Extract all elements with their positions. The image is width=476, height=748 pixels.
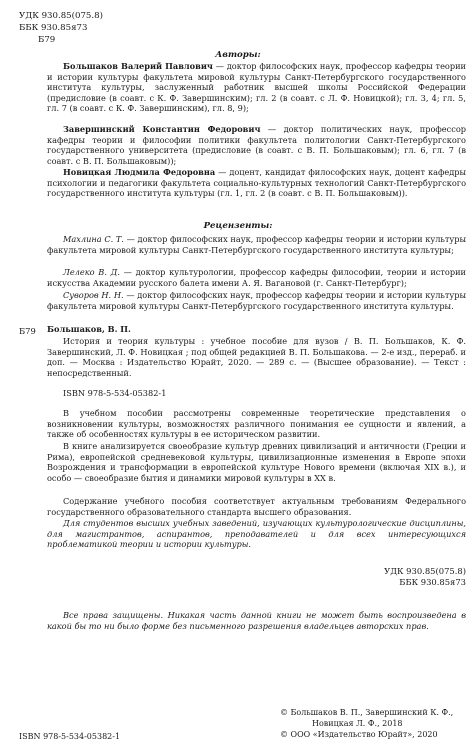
reviewer-entry bbox=[47, 234, 466, 255]
reviewers-heading: Рецензенты: bbox=[203, 221, 273, 231]
record-description: История и теория культуры : учебное пособие для вузов / В. П. Большаков, К. Ф. Завершинский, Л. Ф. Новицкая ; под общей редакцией В. П. Большакова. — 2-е изд., перераб. и доп. — Москва : Издательство Юрайт, 2020. — 289 с. — (Высшее образование). — Текст : непосредственный. bbox=[47, 336, 466, 378]
record-heading: Большаков, В. П. bbox=[47, 324, 131, 334]
copyright-authors: © Большаков В. П., Завершинский К. Ф., bbox=[280, 708, 454, 717]
author-description: — доктор философских наук, профессор кафедры теории и истории культуры факультета мировой культуры Санкт-Петербургского государственного института культуры, заслуженный работник высшей школы Российской Федерации (предисловие (в соавт. с К. Ф. Завершинским); гл. 2 (в соавт. с Л. Ф. Новицкой); гл. 3, 4; гл. 5, гл. 7 (в соавт. с К. Ф. Завершинским), гл. 8, 9); bbox=[47, 61, 466, 114]
author-entry bbox=[47, 61, 466, 114]
reviewer-entry bbox=[47, 290, 466, 311]
author-entry bbox=[47, 124, 466, 166]
rights-notice: Все права защищены. Никакая часть данной книги не может быть воспроизведена в какой бы то ни было форме без письменного разрешения владельцев авторских прав. bbox=[47, 610, 466, 631]
annotation-paragraph: В книге анализируется своеобразие культур древних цивилизаций и античности (Греции и Рима), европейской средневековой культуры, цивилизационные изменения в Европе эпохи Возрождения и трансформации в европейской культуре Нового времени (включая XIX в.), и особо — своеобразие бытия и динамики мировой культуры в XX в. bbox=[47, 441, 466, 483]
author-entry bbox=[47, 167, 466, 199]
author-name: Большаков Валерий Павлович bbox=[63, 61, 213, 71]
annotation-paragraph: Содержание учебного пособия соответствует актуальным требованиям Федерального государственного образовательного стандарта высшего образования. bbox=[47, 496, 466, 517]
udk-code: УДК 930.85(075.8) bbox=[19, 11, 103, 21]
bottom-bbk-code: ББК 930.85я73 bbox=[399, 577, 466, 587]
reviewer-description: — доктор философских наук, профессор кафедры теории и истории культуры факультета мировой культуры Санкт-Петербургского государственного института культуры. bbox=[47, 290, 466, 311]
annotation-audience: Для студентов высших учебных заведений, изучающих культурологические дисциплины, для магистрантов, аспирантов, преподавателей и для всех интересующихся проблематикой теории и истории культуры. bbox=[47, 518, 466, 550]
catalog-codes bbox=[19, 10, 103, 46]
reviewer-description: — доктор философских наук, профессор кафедры теории и истории культуры факультета мировой культуры Санкт-Петербургского государственного института культуры; bbox=[47, 234, 466, 255]
record-isbn: ISBN 978-5-534-05382-1 bbox=[63, 388, 167, 398]
annotation-paragraph: В учебном пособии рассмотрены современные теоретические представления о возникновении культуры, возможностях различного понимания ее сущности и явлений, а также об особенностях культуры в ее историческом развитии. bbox=[47, 408, 466, 440]
record-author-sign: Б79 bbox=[19, 326, 36, 336]
authors-heading: Авторы: bbox=[215, 50, 261, 60]
footer-isbn: ISBN 978-5-534-05382-1 bbox=[19, 732, 121, 741]
reviewer-name: Махлина С. Т. bbox=[63, 234, 124, 244]
author-description: — доцент, кандидат философских наук, доцент кафедры психологии и педагогики факультета социально-культурных технологий Санкт-Петербургского государственного института культуры (гл. 1, гл. 2 (в соавт. с В. П. Большаковым)). bbox=[47, 167, 467, 199]
author-sign: Б79 bbox=[38, 35, 56, 45]
reviewer-name: Лелеко В. Д. bbox=[63, 267, 120, 277]
copyright-publisher: © ООО «Издательство Юрайт», 2020 bbox=[280, 729, 438, 739]
bbk-code: ББК 930.85я73 bbox=[19, 23, 88, 33]
bottom-catalog-codes bbox=[384, 566, 466, 588]
copyright-authors-cont: Новицкая Л. Ф., 2018 bbox=[312, 718, 403, 728]
bottom-udk-code: УДК 930.85(075.8) bbox=[384, 566, 466, 576]
reviewer-description: — доктор культурологии, профессор кафедры философии, теории и истории искусства Академии русского балета имени А. Я. Вагановой (г. Санкт-Петербург); bbox=[47, 267, 466, 288]
author-name: Новицкая Людмила Федоровна bbox=[63, 167, 216, 177]
copyright-block bbox=[280, 708, 470, 740]
author-description: — доктор политических наук, профессор кафедры теории и философии политики факультета политологии Санкт-Петербургского государственного университета (предисловие (в соавт. с В. П. Большаковым); гл. 6, гл. 7 (в соавт. с В. П. Большаковым)); bbox=[47, 124, 466, 166]
reviewer-name: Суворов Н. Н. bbox=[63, 290, 124, 300]
author-name: Завершинский Константин Федорович bbox=[63, 124, 261, 134]
reviewer-entry bbox=[47, 267, 466, 288]
